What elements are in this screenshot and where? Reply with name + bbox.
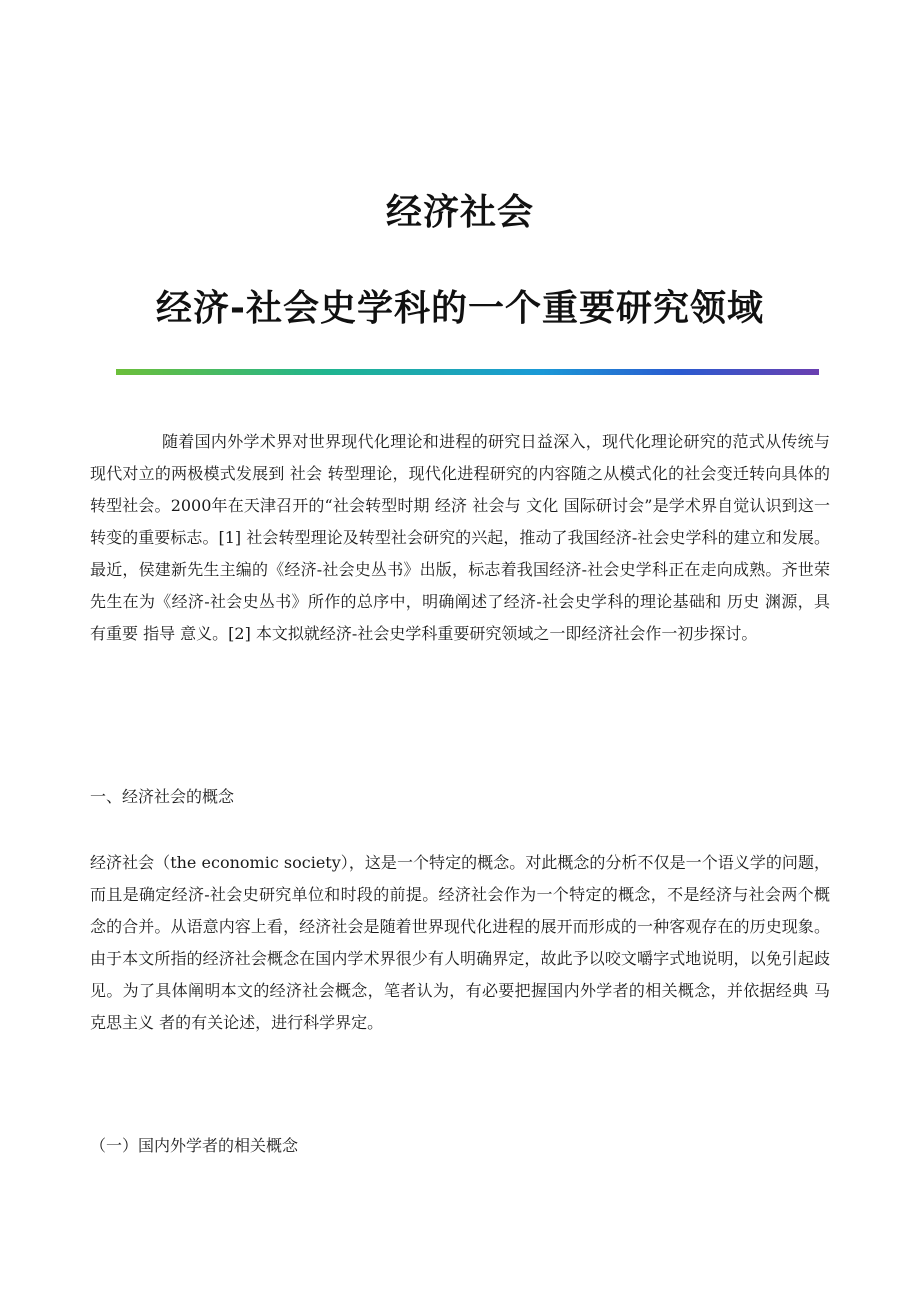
- subsection-heading-related-concepts: （一）国内外学者的相关概念: [90, 1136, 299, 1155]
- section-heading-concept: 一、经济社会的概念: [90, 787, 235, 806]
- concept-paragraph: 经济社会（the economic society），这是一个特定的概念。对此概念的分析不仅是一个语义学的问题，而且是确定经济-社会史研究单位和时段的前提。经济社会作为一个特定的概念，不是经济与社会两个概念的合并。从语意内容上看，经济社会是随着世界现代化进程的展开而形成的一种客观存在的历史现象。由于本文所指的经济社会概念在国内学术界很少有人明确界定，故此予以咬文嚼字式地说明，以免引起歧见。为了具体阐明本文的经济社会概念，笔者认为，有必要把握国内外学者的相关概念，并依据经典 马克思主义 者的有关论述，进行科学界定。: [90, 853, 830, 1032]
- document-title: 经济社会: [385, 192, 534, 233]
- document-subtitle: 经济-社会史学科的一个重要研究领域: [156, 288, 764, 329]
- intro-paragraph: 随着国内外学术界对世界现代化理论和进程的研究日益深入，现代化理论研究的范式从传统与现代对立的两极模式发展到 社会 转型理论，现代化进程研究的内容随之从模式化的社会变迁转向具体的转型社会。2000年在天津召开的“社会转型时期 经济 社会与 文化 国际研讨会”是学术界自觉认识到这一转变的重要标志。[1] 社会转型理论及转型社会研究的兴起，推动了我国经济-社会史学科的建立和发展。最近，侯建新先生主编的《经济-社会史丛书》出版，标志着我国经济-社会史学科正在走向成熟。齐世荣先生在为《经济-社会史丛书》所作的总序中，明确阐述了经济-社会史学科的理论基础和 历史 渊源，具有重要 指导 意义。[2] 本文拟就经济-社会史学科重要研究领域之一即经济社会作一初步探讨。: [90, 432, 830, 643]
- gradient-divider: [116, 369, 819, 375]
